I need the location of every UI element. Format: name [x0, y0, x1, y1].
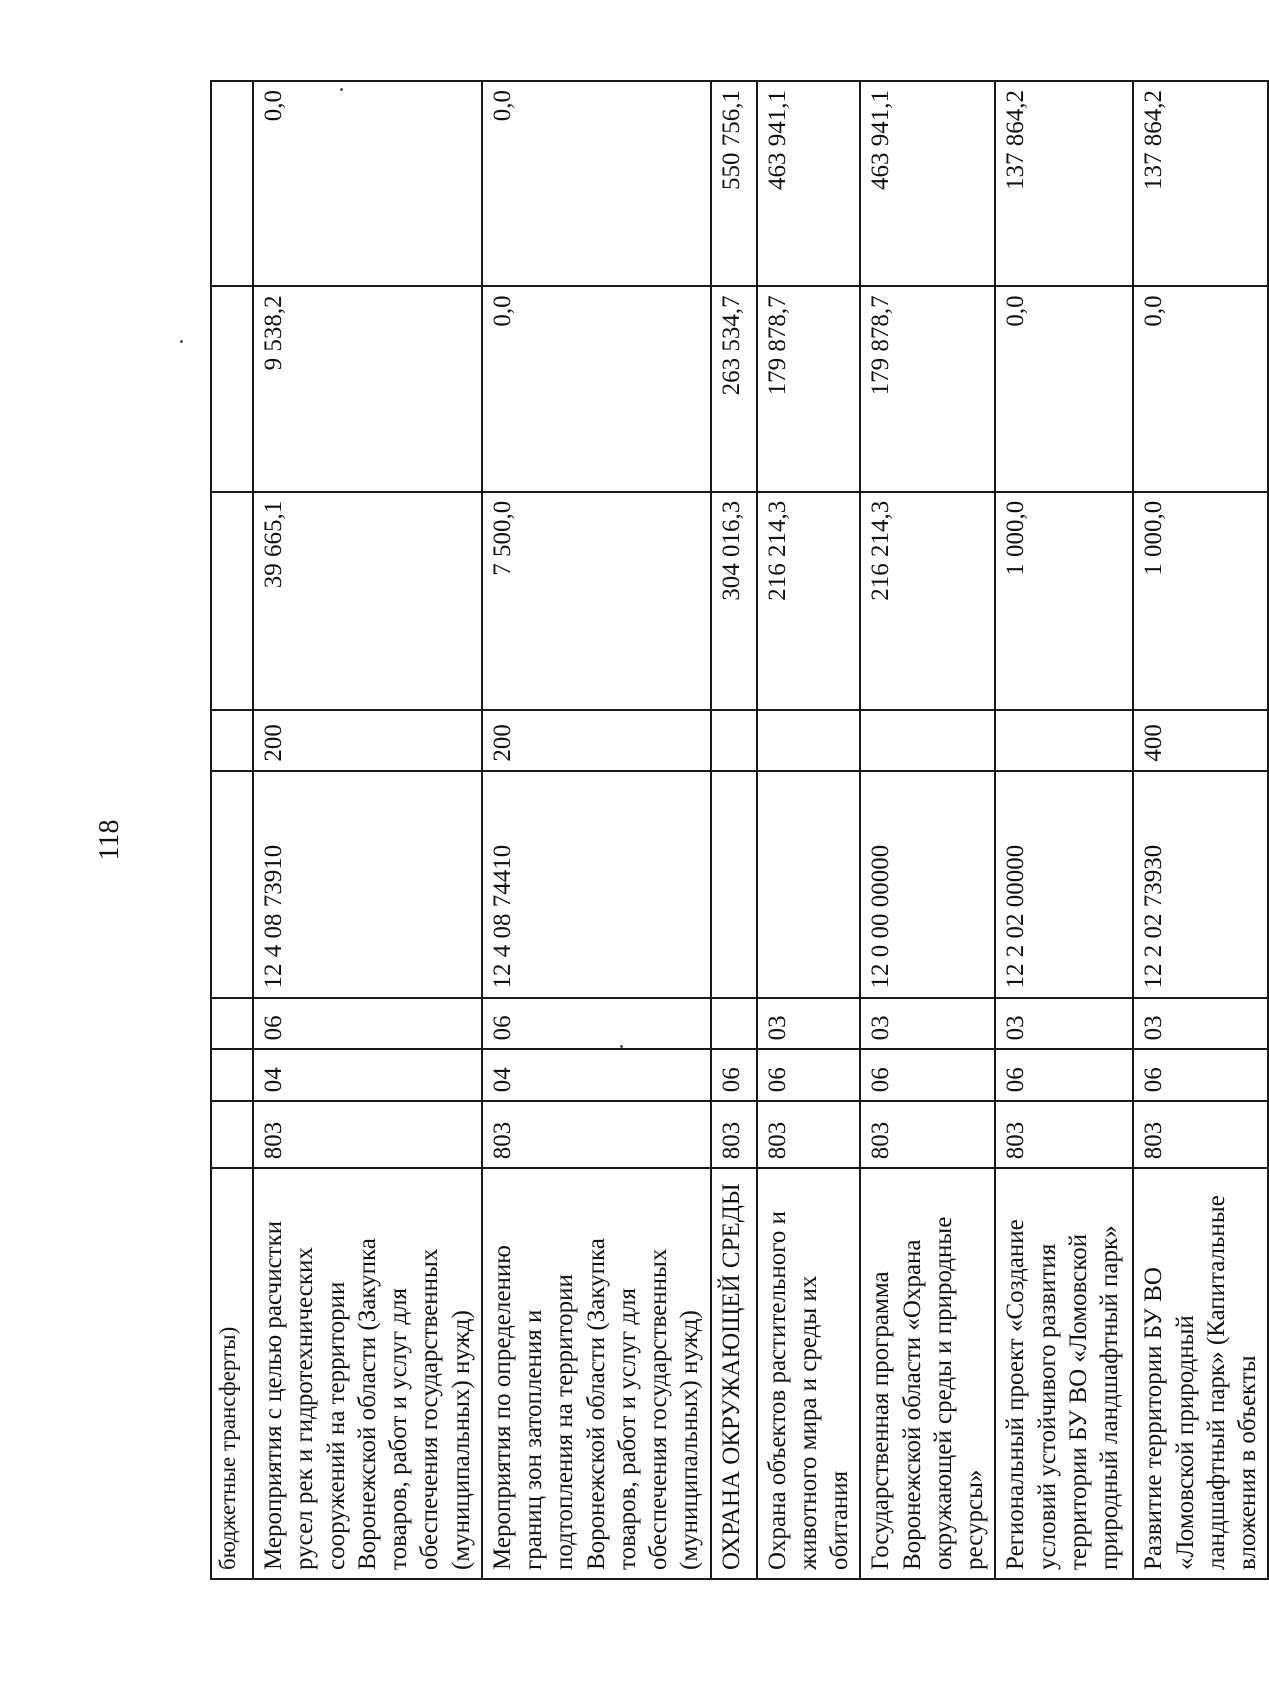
csr-code [757, 771, 861, 998]
rz-code: 04 [253, 1049, 482, 1101]
grbs-code: 803 [482, 1101, 711, 1168]
pr-code: 06 [482, 998, 711, 1050]
value-year-1: 1 000,0 [995, 492, 1133, 710]
pr-code [711, 998, 757, 1050]
value-year-1: 39 665,1 [253, 492, 482, 710]
value-year-3: 0,0 [482, 81, 711, 286]
table-row [711, 81, 757, 1579]
rz-code: 06 [995, 1049, 1133, 1101]
vr-code [211, 710, 253, 771]
grbs-code: 803 [860, 1101, 995, 1168]
vr-code: 400 [1133, 710, 1268, 771]
row-name: Региональный проект «Создание условий устойчивого развития территории БУ ВО «Ломовской природный ландшафтный парк» [995, 1168, 1133, 1579]
value-year-2: 179 878,7 [757, 286, 861, 491]
pr-code: 03 [860, 998, 995, 1050]
table-body [211, 81, 1268, 1579]
value-year-3: 137 864,2 [995, 81, 1133, 286]
row-name: Развитие территории БУ ВО «Ломовской природный ландшафтный парк» (Капитальные вложения в объекты [1133, 1168, 1268, 1579]
grbs-code: 803 [711, 1101, 757, 1168]
rz-code: 06 [711, 1049, 757, 1101]
value-year-1: 216 214,3 [860, 492, 995, 710]
vr-code [860, 710, 995, 771]
vr-code [995, 710, 1133, 771]
pr-code: 03 [1133, 998, 1268, 1050]
table-row [995, 81, 1133, 1579]
row-name: ОХРАНА ОКРУЖАЮЩЕЙ СРЕДЫ [711, 1168, 757, 1579]
csr-code [711, 771, 757, 998]
csr-code: 12 2 02 73930 [1133, 771, 1268, 998]
value-year-1: 1 000,0 [1133, 492, 1268, 710]
value-year-3 [211, 81, 253, 286]
vr-code: 200 [482, 710, 711, 771]
pr-code: 03 [995, 998, 1133, 1050]
vr-code: 200 [253, 710, 482, 771]
page-number: 118 [94, 819, 125, 861]
rz-code [211, 1049, 253, 1101]
value-year-3: 0,0 [253, 81, 482, 286]
table-row [253, 81, 482, 1579]
scan-artifact [340, 88, 343, 91]
value-year-3: 463 941,1 [757, 81, 861, 286]
value-year-1: 216 214,3 [757, 492, 861, 710]
csr-code: 12 4 08 73910 [253, 771, 482, 998]
csr-code [211, 771, 253, 998]
rotated-table-container [210, 80, 1261, 1580]
rz-code: 06 [860, 1049, 995, 1101]
row-name: Охрана объектов растительного и животного мира и среды их обитания [757, 1168, 861, 1579]
value-year-2: 0,0 [995, 286, 1133, 491]
csr-code: 12 4 08 74410 [482, 771, 711, 998]
row-name: Мероприятия по определению границ зон затопления и подтопления на территории Воронежской области (Закупка товаров, работ и услуг для обеспечения государственных (муниципальных) нужд) [482, 1168, 711, 1579]
value-year-3: 463 941,1 [860, 81, 995, 286]
vr-code [757, 710, 861, 771]
table-row [211, 81, 253, 1579]
value-year-1: 304 016,3 [711, 492, 757, 710]
grbs-code: 803 [995, 1101, 1133, 1168]
rz-code: 04 [482, 1049, 711, 1101]
row-name: Государственная программа Воронежской области «Охрана окружающей среды и природные ресурсы» [860, 1168, 995, 1579]
pr-code: 06 [253, 998, 482, 1050]
grbs-code: 803 [757, 1101, 861, 1168]
value-year-2: 9 538,2 [253, 286, 482, 491]
table-row [482, 81, 711, 1579]
scan-artifact [180, 340, 183, 343]
grbs-code: 803 [1133, 1101, 1268, 1168]
table-row [757, 81, 861, 1579]
grbs-code [211, 1101, 253, 1168]
value-year-3: 137 864,2 [1133, 81, 1268, 286]
value-year-2: 0,0 [1133, 286, 1268, 491]
table-row [860, 81, 995, 1579]
rz-code: 06 [1133, 1049, 1268, 1101]
value-year-2: 179 878,7 [860, 286, 995, 491]
pr-code [211, 998, 253, 1050]
grbs-code: 803 [253, 1101, 482, 1168]
row-name: Мероприятия с целью расчистки русел рек и гидротехнических сооружений на территории Воронежской области (Закупка товаров, работ и услуг для обеспечения государственных (муниципальных) нужд) [253, 1168, 482, 1579]
value-year-2 [211, 286, 253, 491]
table-row [1133, 81, 1268, 1579]
csr-code: 12 0 00 00000 [860, 771, 995, 998]
csr-code: 12 2 02 00000 [995, 771, 1133, 998]
value-year-3: 550 756,1 [711, 81, 757, 286]
budget-table [210, 80, 1269, 1580]
row-name: бюджетные трансферты) [211, 1168, 253, 1579]
value-year-1 [211, 492, 253, 710]
scan-artifact [620, 1045, 623, 1048]
value-year-2: 0,0 [482, 286, 711, 491]
pr-code: 03 [757, 998, 861, 1050]
vr-code [711, 710, 757, 771]
rz-code: 06 [757, 1049, 861, 1101]
value-year-2: 263 534,7 [711, 286, 757, 491]
value-year-1: 7 500,0 [482, 492, 711, 710]
